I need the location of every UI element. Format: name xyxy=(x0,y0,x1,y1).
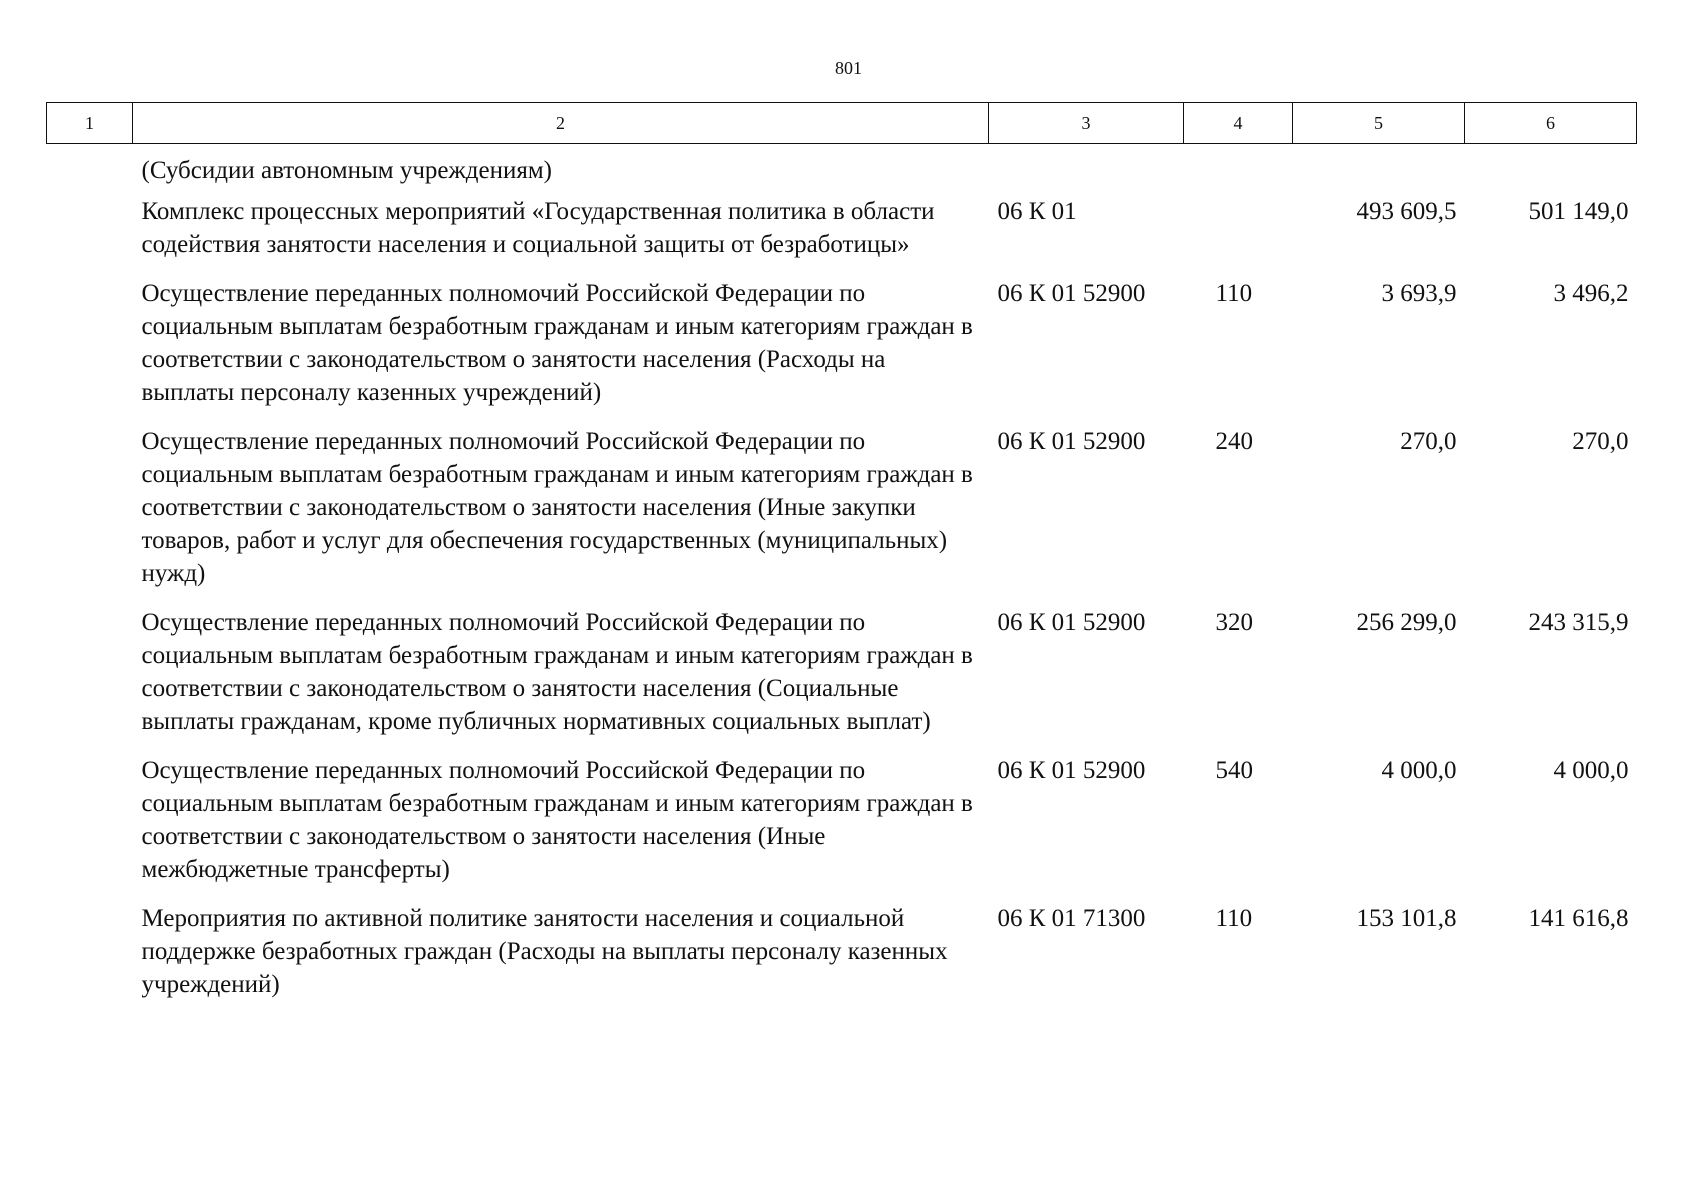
target-code-cell: 06 К 01 52900 xyxy=(997,428,1146,455)
description-cell: (Субсидии автономным учреждениям) xyxy=(141,157,552,184)
page-number: 801 xyxy=(835,58,862,78)
target-code-cell xyxy=(989,144,1184,196)
description-cell: Осуществление переданных полномочий Российской Федерации по социальным выплатам безработным гражданам и иным категориям граждан в соответствии с законодательством о занятости населения (Социальные выплаты гражданам, кроме публичных нормативных социальных выплат) xyxy=(141,609,973,735)
amount-col5-cell: 3 693,9 xyxy=(1381,280,1457,307)
description-cell: Комплекс процессных мероприятий «Государственная политика в области содействия занятости населения и социальной защиты от безработицы» xyxy=(141,198,935,258)
row-number-cell xyxy=(47,425,133,606)
amount-col5-cell: 4 000,0 xyxy=(1381,757,1457,784)
expense-type-cell: 320 xyxy=(1215,609,1253,636)
amount-col5-cell: 493 609,5 xyxy=(1356,198,1457,225)
row-number-cell xyxy=(47,902,133,1017)
amount-col6-cell: 270,0 xyxy=(1572,428,1629,455)
expense-type-cell: 240 xyxy=(1215,428,1253,455)
amount-col5-cell xyxy=(1293,144,1465,196)
column-header: 4 xyxy=(1184,103,1293,144)
column-header: 2 xyxy=(133,103,989,144)
amount-col5-cell: 270,0 xyxy=(1400,428,1457,455)
amount-col6-cell: 3 496,2 xyxy=(1553,280,1629,307)
expense-type-cell: 540 xyxy=(1215,757,1253,784)
expense-type-cell: 110 xyxy=(1215,905,1253,932)
column-header: 1 xyxy=(47,103,133,144)
amount-col6-cell: 243 315,9 xyxy=(1528,609,1629,636)
amount-col6-cell: 501 149,0 xyxy=(1528,198,1629,225)
description-cell: Мероприятия по активной политике занятости населения и социальной поддержке безработных граждан (Расходы на выплаты персоналу казенных учреждений) xyxy=(141,905,948,998)
description-cell: Осуществление переданных полномочий Российской Федерации по социальным выплатам безработным гражданам и иным категориям граждан в соответствии с законодательством о занятости населения (Иные закупки товаров, работ и услуг для обеспечения государственных (муниципальных) нужд) xyxy=(141,428,973,587)
expense-type-cell: 110 xyxy=(1215,280,1253,307)
description-cell: Осуществление переданных полномочий Российской Федерации по социальным выплатам безработным гражданам и иным категориям граждан в соответствии с законодательством о занятости населения (Иные межбюджетные трансферты) xyxy=(141,757,973,883)
table-row xyxy=(47,195,1637,277)
target-code-cell: 06 К 01 xyxy=(997,198,1077,225)
table-row xyxy=(47,425,1637,606)
column-header: 5 xyxy=(1293,103,1465,144)
amount-col5-cell: 256 299,0 xyxy=(1356,609,1457,636)
column-header: 3 xyxy=(989,103,1184,144)
budget-table xyxy=(46,102,1637,1017)
row-number-cell xyxy=(47,144,133,196)
target-code-cell: 06 К 01 71300 xyxy=(997,905,1146,932)
row-number-cell xyxy=(47,195,133,277)
table-row xyxy=(47,754,1637,902)
target-code-cell: 06 К 01 52900 xyxy=(997,609,1146,636)
table-row xyxy=(47,902,1637,1017)
target-code-cell: 06 К 01 52900 xyxy=(997,280,1146,307)
column-header: 6 xyxy=(1465,103,1637,144)
table-row xyxy=(47,144,1637,196)
table-row xyxy=(47,277,1637,425)
amount-col6-cell: 4 000,0 xyxy=(1553,757,1629,784)
row-number-cell xyxy=(47,754,133,902)
expense-type-cell xyxy=(1184,144,1293,196)
target-code-cell: 06 К 01 52900 xyxy=(997,757,1146,784)
amount-col6-cell: 141 616,8 xyxy=(1528,905,1629,932)
description-cell: Осуществление переданных полномочий Российской Федерации по социальным выплатам безработным гражданам и иным категориям граждан в соответствии с законодательством о занятости населения (Расходы на выплаты персоналу казенных учреждений) xyxy=(141,280,973,406)
row-number-cell xyxy=(47,277,133,425)
row-number-cell xyxy=(47,606,133,754)
table-row xyxy=(47,606,1637,754)
amount-col5-cell: 153 101,8 xyxy=(1356,905,1457,932)
table-header-row xyxy=(47,103,1637,144)
expense-type-cell xyxy=(1184,195,1293,277)
amount-col6-cell xyxy=(1465,144,1637,196)
